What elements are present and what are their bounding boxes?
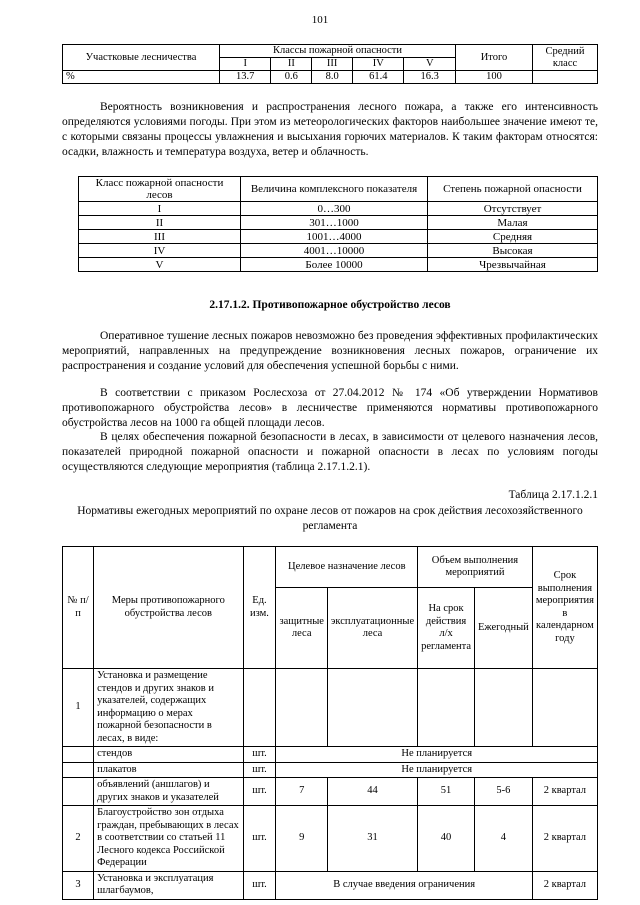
- row-measure: Благоустройство зон отдыха граждан, пребывающих в лесах в соответствии со статьей 11 Лесного кодекса Российской Федерации: [94, 806, 243, 872]
- header-term: Срок выполнения мероприятия в календарном году: [532, 547, 597, 669]
- paragraph-order-reference: В соответствии с приказом Рослесхоза от 27.04.2012 № 174 «Об утверждении Нормативов противопожарного обустройства лесов» в лесничестве применяются нормативы противопожарного обустройства лесов на 1000 га общей площади лесов.: [62, 387, 598, 429]
- scale-degree: Высокая: [428, 244, 598, 258]
- header-total: Итого: [456, 45, 533, 71]
- header-purpose: Целевое назначение лесов: [276, 547, 418, 588]
- scale-class: I: [79, 202, 241, 216]
- header-annual: Ежегодный: [474, 588, 532, 669]
- row-unit: шт.: [243, 762, 276, 778]
- empty-cell: [532, 669, 597, 747]
- header-number: № п/п: [63, 547, 94, 669]
- row-value-regulation: 51: [418, 778, 475, 806]
- header-regulation-term: На срок действия л/х регламента: [418, 588, 475, 669]
- scale-degree: Отсутствует: [428, 202, 598, 216]
- scale-index: 1001…4000: [241, 230, 428, 244]
- row-unit: шт.: [243, 778, 276, 806]
- row-number: 1: [63, 669, 94, 747]
- section-heading: 2.17.1.2. Противопожарное обустройство лесов: [209, 299, 451, 311]
- scale-class: V: [79, 258, 241, 272]
- class-value: 13.7: [220, 71, 271, 84]
- row-value-regulation: 40: [418, 806, 475, 872]
- scale-index: 4001…10000: [241, 244, 428, 258]
- row-number: 2: [63, 806, 94, 872]
- class-value: 16.3: [404, 71, 456, 84]
- header-danger-degree: Степень пожарной опасности: [428, 177, 598, 202]
- row-value-term: 2 квартал: [532, 871, 597, 899]
- header-measures: Меры противопожарного обустройства лесов: [94, 547, 243, 669]
- class-value: 8.0: [312, 71, 353, 84]
- fire-class-distribution-table: [62, 44, 598, 84]
- scale-class: IV: [79, 244, 241, 258]
- paragraph-weather-conditions: Вероятность возникновения и распространения лесного пожара, а также его интенсивность определяются условиями погоды. При этом из метеорологических факторов наибольшее значение имеют те, с которыми связаны процессы увлажнения и высыхания горючих материалов. К таким факторам относятся: осадки, влажность и температура воздуха, ветер и облачность.: [62, 101, 598, 158]
- header-fire-classes: Классы пожарной опасности: [220, 45, 456, 58]
- header-class: Класс пожарной опасности лесов: [79, 177, 241, 202]
- scale-degree: Средняя: [428, 230, 598, 244]
- row-unit: шт.: [243, 871, 276, 899]
- row-measure: плакатов: [94, 762, 243, 778]
- row-value-protective: 7: [276, 778, 327, 806]
- scale-degree: Чрезвычайная: [428, 258, 598, 272]
- class-value: 61.4: [353, 71, 404, 84]
- row-measure: Установка и размещение стендов и других знаков и указателей, содержащих информацию о мерах пожарной безопасности в лесах, в виде:: [94, 669, 243, 747]
- row-measure: объявлений (аншлагов) и других знаков и указателей: [94, 778, 243, 806]
- scale-index: 301…1000: [241, 216, 428, 230]
- class-label: V: [404, 58, 456, 71]
- row-value-exploitation: 31: [327, 806, 417, 872]
- row-note: В случае введения ограничения: [276, 871, 532, 899]
- header-index: Величина комплексного показателя: [241, 177, 428, 202]
- empty-cell: [474, 669, 532, 747]
- header-protective: защитные леса: [276, 588, 327, 669]
- fire-danger-scale-table: [78, 176, 598, 272]
- total-value: 100: [456, 71, 533, 84]
- scale-class: III: [79, 230, 241, 244]
- table-number-label: Таблица 2.17.1.2.1: [508, 489, 598, 501]
- empty-cell: [243, 669, 276, 747]
- empty-cell: [63, 762, 94, 778]
- empty-cell: [63, 747, 94, 763]
- row-unit: шт.: [243, 806, 276, 872]
- row-value-annual: 4: [474, 806, 532, 872]
- class-label: II: [271, 58, 312, 71]
- scale-class: II: [79, 216, 241, 230]
- row-unit: шт.: [243, 747, 276, 763]
- fire-protection-measures-table: [62, 546, 598, 900]
- page-number: 101: [311, 14, 329, 26]
- row-value-term: 2 квартал: [532, 778, 597, 806]
- table-title: Нормативы ежегодных мероприятий по охране лесов от пожаров на срок действия лесохозяйственного регламента: [77, 505, 583, 532]
- row-label-percent: %: [63, 71, 220, 84]
- paragraph-prevention: Оперативное тушение лесных пожаров невозможно без проведения эффективных профилактических мероприятий, направленных на предупреждение возникновения лесных пожаров, ограничение их распространения и создание условий для обеспечения успешной борьбы с ними.: [62, 330, 598, 372]
- header-exploitation: эксплуатационные леса: [327, 588, 417, 669]
- row-value-annual: 5-6: [474, 778, 532, 806]
- empty-cell: [276, 669, 327, 747]
- row-value-protective: 9: [276, 806, 327, 872]
- empty-cell: [63, 778, 94, 806]
- row-measure: Установка и эксплуатация шлагбаумов,: [94, 871, 243, 899]
- row-note: Не планируется: [276, 762, 598, 778]
- average-value: [533, 71, 598, 84]
- empty-cell: [418, 669, 475, 747]
- paragraph-measures-intro: В целях обеспечения пожарной безопасности в лесах, в зависимости от целевого назначения лесов, показателей природной пожарной опасности и пожарной опасности в лесах по условиям погоды осуществляются следующие мероприятия (таблица 2.17.1.2.1).: [62, 431, 598, 473]
- row-number: 3: [63, 871, 94, 899]
- class-label: IV: [353, 58, 404, 71]
- row-measure: стендов: [94, 747, 243, 763]
- row-value-term: 2 квартал: [532, 806, 597, 872]
- header-forestries: Участковые лесничества: [63, 45, 220, 71]
- empty-cell: [327, 669, 417, 747]
- scale-degree: Малая: [428, 216, 598, 230]
- row-value-exploitation: 44: [327, 778, 417, 806]
- scale-index: Более 10000: [241, 258, 428, 272]
- header-unit: Ед. изм.: [243, 547, 276, 669]
- header-volume: Объем выполнения мероприятий: [418, 547, 533, 588]
- header-average-class: Средний класс: [533, 45, 598, 71]
- class-value: 0.6: [271, 71, 312, 84]
- class-label: III: [312, 58, 353, 71]
- scale-index: 0…300: [241, 202, 428, 216]
- row-note: Не планируется: [276, 747, 598, 763]
- class-label: I: [220, 58, 271, 71]
